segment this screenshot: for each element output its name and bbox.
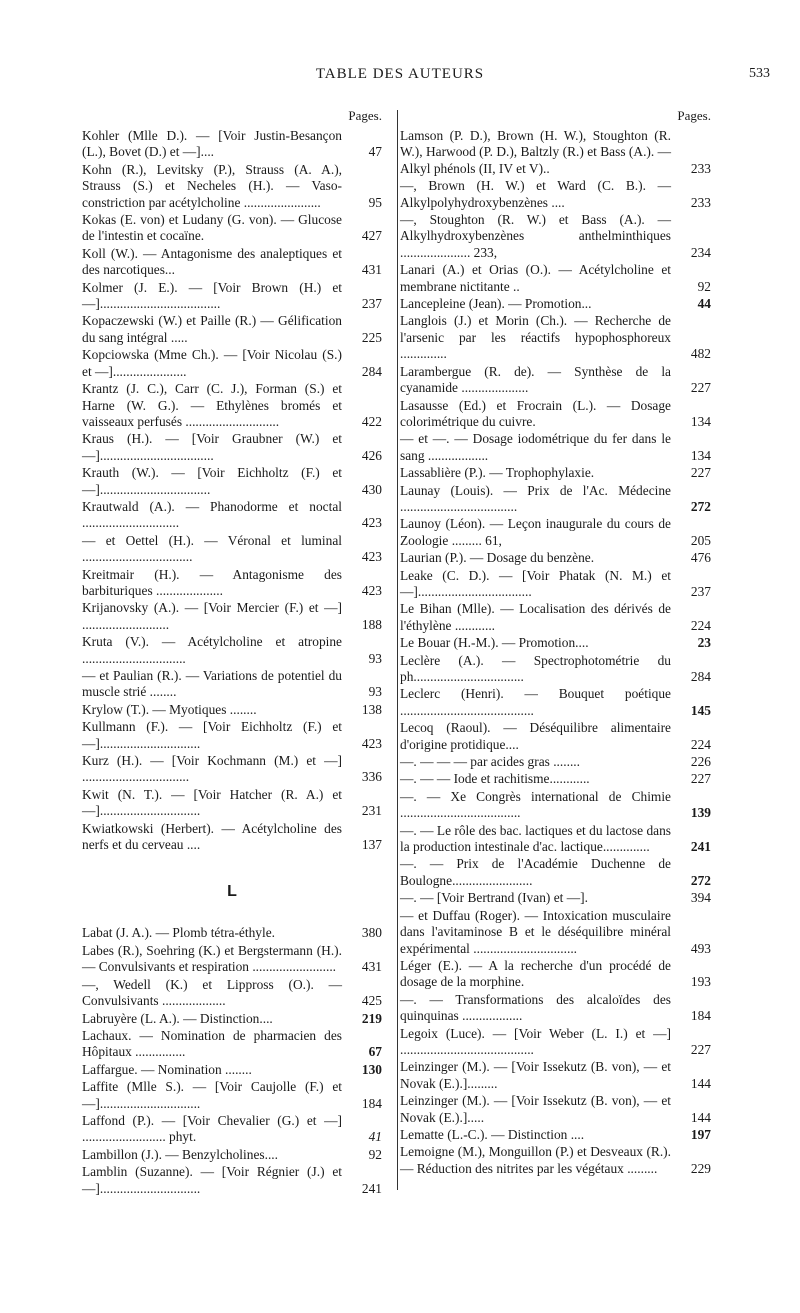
index-entry [82,1113,382,1146]
entry-text: Lamson (P. D.), Brown (H. W.), Stoughton (R. W.), Harwood (P. D.), Baltzly (R.) et Bass (A.). — Alkyl phénols (II, IV et V).. [400,128,671,176]
entry-text: Lematte (L.-C.). — Distinction .... [400,1126,585,1142]
index-entry [400,992,711,1025]
entry-text: Launay (Louis). — Prix de l'Ac. Médecine ................................... [400,482,671,514]
entry-text: Kullmann (F.). — [Voir Eichholtz (F.) et —].............................. [82,719,342,751]
entry-page: 219 [361,1010,382,1026]
entry-text: —. — Transformations des alcaloïdes des quinquinas .................. [400,991,671,1024]
index-entry [82,753,382,786]
index-entry [400,771,711,787]
page-number: 533 [749,66,770,81]
entry-page: 41 [368,1129,382,1145]
entry-text: — et —. — Dosage iodométrique du fer dans le sang .................. [400,431,671,463]
entry-text: — et Oettel (H.). — Véronal et luminal ................................. [82,532,342,565]
entry-page: 426 [361,447,382,463]
entry-text: Lamblin (Suzanne). — [Voir Régnier (J.) et —].............................. [82,1164,342,1196]
index-entry [400,431,711,464]
entry-text: Laffargue. — Nomination ........ [82,1061,252,1077]
entry-text: — et Duffau (Roger). — Intoxication musculaire dans l'avitaminose B et le déséquilibre minéral expérimental ............................... [400,907,671,956]
entry-page: 93 [368,650,382,666]
index-entry [400,1144,711,1177]
index-entry [82,212,382,245]
entry-text: — et Paulian (R.). — Variations de potentiel du muscle strié ........ [82,668,342,700]
entry-page: 423 [361,515,382,531]
entry-page: 225 [361,329,382,345]
entry-text: Krijanovsky (A.). — [Voir Mercier (F.) et —] .......................... [82,600,342,632]
index-entry [82,567,382,600]
index-entry [82,600,382,633]
entry-text: Kohn (R.), Levitsky (P.), Strauss (A. A.), Strauss (S.) et Necheles (H.). — Vaso-constriction par acétylcholine ....................... [82,161,342,210]
index-entry [400,364,711,397]
index-entry [400,908,711,957]
entry-text: —, Wedell (K.) et Lippross (O.). — Convulsivants ................... [82,976,342,1009]
entry-text: Krautwald (A.). — Phanodorme et noctal ............................. [82,498,342,531]
entry-text: Le Bouar (H.-M.). — Promotion.... [400,635,589,651]
index-entry [400,1093,711,1126]
index-entry [400,568,711,601]
entry-page: 423 [361,582,382,598]
entry-text: —. — [Voir Bertrand (Ivan) et —]. [400,890,588,906]
index-entry [82,925,382,941]
pages-label-right: Pages. [677,108,711,123]
running-title: TABLE DES AUTEURS [315,66,485,82]
index-entry [400,1059,711,1092]
entry-page: 233 [690,194,711,210]
left-column [82,104,382,1198]
entry-text: Lasausse (Ed.) et Frocrain (L.). — Dosage colorimétrique du cuivre. [400,397,671,429]
entry-page: 431 [361,262,382,278]
entry-page: 427 [361,228,382,244]
entry-page: 425 [361,993,382,1009]
index-entry [400,635,711,651]
index-entry [82,280,382,313]
entry-text: Lecoq (Raoul). — Déséquilibre alimentaire d'origine protidique.... [400,720,671,752]
index-entry [400,398,711,431]
index-entry [400,128,711,177]
index-entry [82,246,382,279]
entry-page: 227 [690,380,711,396]
index-entry [400,856,711,889]
entry-text: Laffite (Mlle S.). — [Voir Caujolle (F.) et —].............................. [82,1079,342,1111]
entry-page: 241 [690,839,711,855]
entry-text: Labat (J. A.). — Plomb tétra-éthyle. [82,925,275,941]
entry-page: 423 [361,549,382,565]
index-entry [400,653,711,686]
index-entry [82,1164,382,1197]
right-column [400,104,711,1178]
index-entry [400,550,711,566]
entry-page: 67 [368,1044,382,1060]
index-entry [400,178,711,211]
index-entry [82,702,382,718]
entry-text: Kohler (Mlle D.). — [Voir Justin-Besançon (L.), Bovet (D.) et —].... [82,128,342,160]
entry-page: 205 [690,532,711,548]
index-entry [400,720,711,753]
entry-page: 284 [690,669,711,684]
entry-page: 422 [361,413,382,429]
entry-text: Kolmer (J. E.). — [Voir Brown (H.) et —].................................... [82,279,342,312]
entry-text: Leinzinger (M.). — [Voir Issekutz (B. von), — et Novak (E.).]......... [400,1059,671,1091]
entry-text: Lassablière (P.). — Trophophylaxie. [400,465,595,481]
index-entry [400,601,711,634]
entry-page: 184 [690,1008,711,1024]
entry-page: 138 [361,701,382,717]
entry-text: Kruta (V.). — Acétylcholine et atropine ............................... [82,634,342,666]
index-entry [82,381,382,430]
entry-page: 394 [690,890,711,906]
index-entry [82,634,382,667]
entry-text: Lambillon (J.). — Benzylcholines.... [82,1146,278,1162]
entry-text: —. — Xe Congrès international de Chimie .................................... [400,788,671,821]
entry-text: Kwit (N. T.). — [Voir Hatcher (R. A.) et —].............................. [82,786,342,819]
entry-text: —. — — — par acides gras ........ [400,754,580,770]
entry-text: Kreitmair (H.). — Antagonisme des barbituriques .................... [82,566,342,598]
column-divider [397,110,398,1190]
index-entry [82,533,382,566]
pages-label: Pages. [348,108,382,123]
entry-text: Kraus (H.). — [Voir Graubner (W.) et —].................................. [82,431,342,463]
entry-text: Krylow (T.). — Myotiques ........ [82,701,257,717]
entry-page: 144 [690,1075,711,1091]
entry-page: 134 [690,413,711,429]
entry-text: Lancepleine (Jean). — Promotion... [400,296,592,312]
entry-page: 93 [368,684,382,700]
entry-text: Lemoigne (M.), Monguillon (P.) et Desveaux (R.). — Réduction des nitrites par les végétaux ......... [400,1144,671,1176]
index-entry [400,296,711,312]
entry-page: 145 [690,702,711,718]
entry-page: 431 [361,959,382,975]
entry-text: Koll (W.). — Antagonisme des analeptiques et des narcotiques... [82,245,342,278]
entry-page: 92 [368,1146,382,1162]
entry-page: 476 [690,550,711,566]
entry-text: Krauth (W.). — [Voir Eichholtz (F.) et —]................................. [82,465,342,497]
entry-page: 226 [690,754,711,770]
entry-text: Labruyère (L. A.). — Distinction.... [82,1010,273,1026]
entries-l [82,925,382,1197]
entry-page: 139 [690,805,711,821]
entry-page: 234 [690,244,711,260]
index-entry [82,465,382,498]
entry-text: Leinzinger (M.). — [Voir Issekutz (B. von), — et Novak (E.).]..... [400,1093,671,1125]
entry-text: Krantz (J. C.), Carr (C. J.), Forman (S.) et Harne (W. G.). — Ethylènes bromés et vaisseaux perfusés ............................ [82,381,342,429]
entry-page: 95 [368,194,382,210]
entry-page: 229 [690,1160,711,1176]
entry-page: 241 [361,1180,382,1196]
entry-text: Lachaux. — Nomination de pharmacien des Hôpitaux ............... [82,1027,342,1060]
entry-text: Legoix (Luce). — [Voir Weber (L. I.) et —] ........................................ [400,1025,671,1057]
section-letter: L [227,883,237,901]
entry-page: 144 [690,1109,711,1125]
entry-text: Labes (R.), Soehring (K.) et Bergstermann (H.). — Convulsivants et respiration ......................... [82,942,342,975]
entry-page: 224 [690,617,711,633]
entry-text: Lanari (A.) et Orias (O.). — Acétylcholine et membrane nictitante .. [400,262,671,294]
entry-page: 423 [361,735,382,751]
index-entry [400,313,711,362]
entry-page: 380 [361,925,382,941]
entry-text: Laffond (P.). — [Voir Chevalier (G.) et —] ......................... phyt. [82,1112,342,1145]
entry-text: —. — Prix de l'Académie Duchenne de Boulogne........................ [400,856,671,888]
page-header [0,66,800,88]
entries-k [82,128,382,853]
index-entry [400,262,711,295]
entries-l-continued [400,128,711,1177]
entry-page: 193 [690,974,711,990]
entry-text: Laurian (P.). — Dosage du benzène. [400,550,595,566]
entry-text: —. — Le rôle des bac. lactiques et du lactose dans la production intestinale d'ac. lactique.............. [400,822,671,855]
index-entry [400,465,711,481]
entry-page: 137 [361,837,382,853]
entry-page: 44 [697,296,711,312]
index-entry [400,1026,711,1059]
entry-page: 227 [690,1041,711,1057]
entry-text: Kwiatkowski (Herbert). — Acétylcholine des nerfs et du cerveau .... [82,820,342,853]
entry-page: 188 [361,616,382,632]
index-entry [400,754,711,770]
entry-page: 197 [690,1126,711,1142]
entry-page: 227 [690,771,711,787]
entry-page: 272 [690,872,711,888]
index-entry [82,977,382,1010]
index-entry [400,483,711,516]
entry-page: 130 [361,1061,382,1077]
entry-page: 47 [368,144,382,160]
entry-page: 430 [361,481,382,497]
entry-page: 227 [690,465,711,481]
entry-text: —, Stoughton (R. W.) et Bass (A.). — Alkylhydroxybenzènes anthelminthiques ..................... 233, [400,212,671,260]
entry-text: Le Bihan (Mlle). — Localisation des dérivés de l'éthylène ............ [400,601,671,633]
entry-page: 272 [690,498,711,514]
index-entry [82,1028,382,1061]
entry-page: 23 [697,635,711,651]
entry-page: 237 [361,296,382,312]
entry-text: —. — — Iode et rachitisme............ [400,771,590,787]
entry-text: Kokas (E. von) et Ludany (G. von). — Glucose de l'intestin et cocaïne. [82,212,342,244]
index-entry [82,719,382,752]
entry-text: Kopaczewski (W.) et Paille (R.) — Gélification du sang intégral ..... [82,313,342,345]
entry-page: 224 [690,736,711,752]
index-entry [400,890,711,906]
index-entry [82,1062,382,1078]
entry-text: Larambergue (R. de). — Synthèse de la cyanamide .................... [400,363,671,396]
index-entry [400,686,711,719]
entry-text: Launoy (Léon). — Leçon inaugurale du cours de Zoologie ......... 61, [400,516,671,548]
index-entry [400,823,711,856]
entry-text: Léger (E.). — A la recherche d'un procédé de dosage de la morphine. [400,957,671,990]
index-entry [400,212,711,261]
index-entry [82,431,382,464]
entry-page: 284 [361,363,382,379]
index-entry [400,958,711,991]
index-entry [82,1079,382,1112]
entry-page: 237 [690,583,711,599]
index-entry [82,313,382,346]
entry-text: Kopciowska (Mme Ch.). — [Voir Nicolau (S.) et —]...................... [82,347,342,379]
index-entry [82,1147,382,1163]
index-entry [400,789,711,822]
index-entry [82,128,382,161]
index-entry [82,821,382,854]
entry-page: 92 [697,278,711,294]
entry-text: Leake (C. D.). — [Voir Phatak (N. M.) et —].................................. [400,567,671,599]
entry-page: 134 [690,447,711,463]
index-entry [400,1127,711,1143]
index-entry [82,162,382,211]
entry-page: 493 [690,940,711,956]
entry-page: 233 [690,160,711,176]
entry-page: 231 [361,803,382,819]
entry-text: Kurz (H.). — [Voir Kochmann (M.) et —] ................................ [82,753,342,785]
entry-page: 482 [690,346,711,362]
entry-text: Langlois (J.) et Morin (Ch.). — Recherche de l'arsenic par les réactifs hypophosphoreux .............. [400,313,671,362]
entry-text: —, Brown (H. W.) et Ward (C. B.). — Alkylpolyhydroxybenzènes .... [400,178,671,210]
index-entry [400,516,711,549]
entry-page: 184 [361,1095,382,1111]
index-entry [82,787,382,820]
index-entry [82,347,382,380]
index-entry [82,1011,382,1027]
entry-text: Leclère (A.). — Spectrophotométrie du ph................................. [400,652,671,684]
index-entry [82,943,382,976]
index-entry [82,499,382,532]
entry-text: Leclerc (Henri). — Bouquet poétique ........................................ [400,686,671,718]
index-entry [82,668,382,701]
entry-page: 336 [361,769,382,785]
